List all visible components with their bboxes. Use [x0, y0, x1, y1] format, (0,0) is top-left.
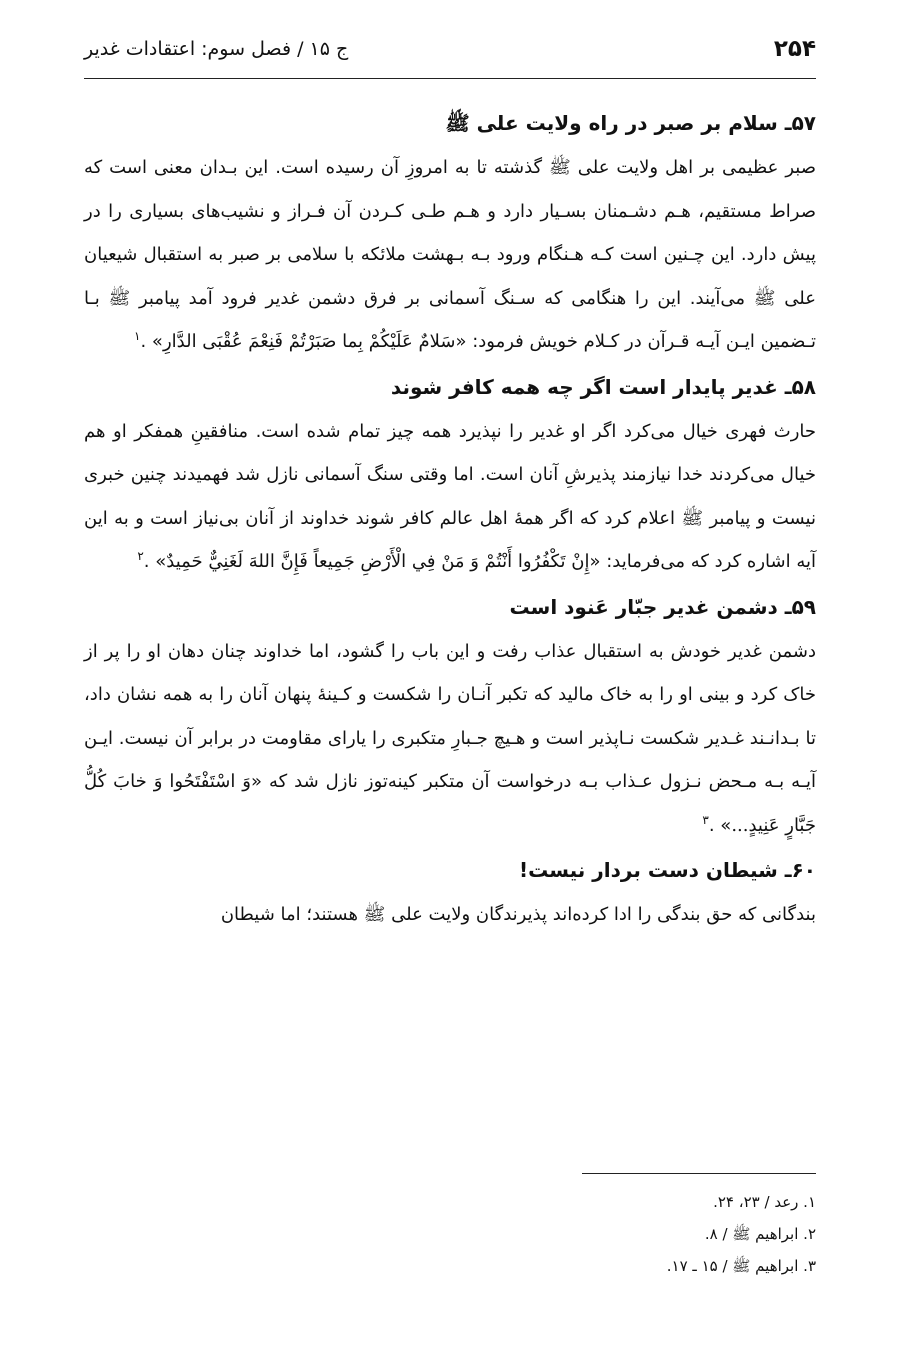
section-paragraph: [84, 893, 816, 937]
paragraph-text: بندگانی که حق بندگی را ادا کرده‌اند پذیرندگان ولایت علی ﷺ هستند؛ اما شیطان: [220, 904, 816, 925]
section-heading: ۵۷ـ سلام بر صبر در راه ولایت علی ﷺ: [445, 111, 816, 135]
quran-quote: سَلامٌ عَلَيْكُمْ بِما صَبَرْتُمْ فَنِعْمَ عُقْبَى الدَّارِ: [162, 331, 456, 352]
quran-quote: وَ اسْتَفْتَحُوا وَ خابَ كُلُّ جَبَّارٍ عَنِيدٍ...: [84, 771, 816, 836]
quran-quote: إِنْ تَكْفُرُوا أَنْتُمْ وَ مَنْ فِي الْأَرْضِ جَمِيعاً فَإِنَّ اللهَ لَغَنِيٌّ حَمِيدٌ: [166, 551, 590, 572]
footnote-item: ۱. رعد / ۲۳، ۲۴.: [713, 1193, 816, 1211]
running-title: ج ۱۵ / فصل سوم: اعتقادات غدیر: [84, 38, 349, 60]
paragraph-text: صبر عظیمی بر اهل ولایت علی ﷺ گذشته تا به امروزِ آن رسیده است. این بـدان معنی است که صراط مستقیم، هـم دشـمنان بسـیار دارد و هـم طـی کـردن آن فـراز و نشیب‌های بسیاری را در پیش دارد. این چـنین است کـه هـنگام ورود بـه بـهشت ملائکه با سلامی بر صبر به استقبال شیعیان علی ﷺ می‌آیند. این را هنگامی که سـنگ آسمانی بر فرق دشمن غدیر فرود آمد پیامبر ﷺ بـا تـضمین ایـن آیـه قـرآن در کـلام خویش فرمود: «: [84, 157, 816, 352]
section-59: [84, 590, 816, 848]
quote-close: » .: [708, 814, 732, 836]
section-heading: ۵۹ـ دشمن غدیر جبّار عَنود است: [509, 594, 816, 619]
footnote-ref[interactable]: ۱: [134, 329, 141, 343]
section-paragraph: [84, 410, 816, 584]
section-58: [84, 370, 816, 584]
paragraph-text: دشمن غدیر خودش به استقبال عذاب رفت و این باب را گشود، اما خداوند چنان دهان او را پر از خاک کرد و بینی او را به خاک مالید که تکبر آنـان را شکست و کـینهٔ پنهان آنان را به همه نشان داد، تا بـدانـند غـدیر شکست نـاپذیر است و هـیچ جـبارِ متکبری را یارای مقاومت در برابر آن نیست. ایـن آیـه بـه مـحض نـزول عـذاب بـه درخواست آن متکبر کینه‌توز نازل شد که «: [84, 640, 817, 792]
paragraph-text: حارث فهری خیال می‌کرد اگر او غدیر را نپذیرد همه چیز تمام شده است. منافقینِ همفکر او هم خیال می‌کردند خدا نیازمند پذیرشِ آنان است. اما وقتی سنگ آسمانی نازل شد فهمیدند چنین خبری نیست و پیامبر ﷺ اعلام کرد که اگر همهٔ اهل عالم کافر شوند خداوند از آنان بی‌نیاز است و به این آیه اشاره کرد که می‌فرماید: «: [84, 420, 816, 572]
footnote-divider: [582, 1173, 816, 1174]
footnotes: [84, 1186, 816, 1282]
page-number: ۲۵۴: [773, 36, 816, 62]
quote-close: » .: [140, 331, 163, 352]
footnote-item: ۲. ابراهیم ﷺ / ۸.: [704, 1225, 816, 1243]
section-heading: ۵۸ـ غدیر پایدار است اگر چه همه کافر شوند: [390, 374, 816, 399]
page-header: [84, 26, 816, 72]
section-57: [84, 106, 816, 364]
section-paragraph: [84, 146, 816, 364]
footnote-item: ۳. ابراهیم ﷺ / ۱۵ ـ ۱۷.: [666, 1257, 816, 1275]
section-heading: ۶۰ـ شیطان دست بردار نیست!: [518, 858, 816, 882]
footnote-ref[interactable]: ۲: [137, 549, 144, 563]
page-body: [84, 100, 816, 943]
section-paragraph: [84, 630, 816, 848]
header-divider: [84, 78, 816, 79]
quote-close: » .: [143, 551, 167, 572]
section-60: [84, 853, 816, 937]
footnote-ref[interactable]: ۳: [702, 812, 709, 827]
